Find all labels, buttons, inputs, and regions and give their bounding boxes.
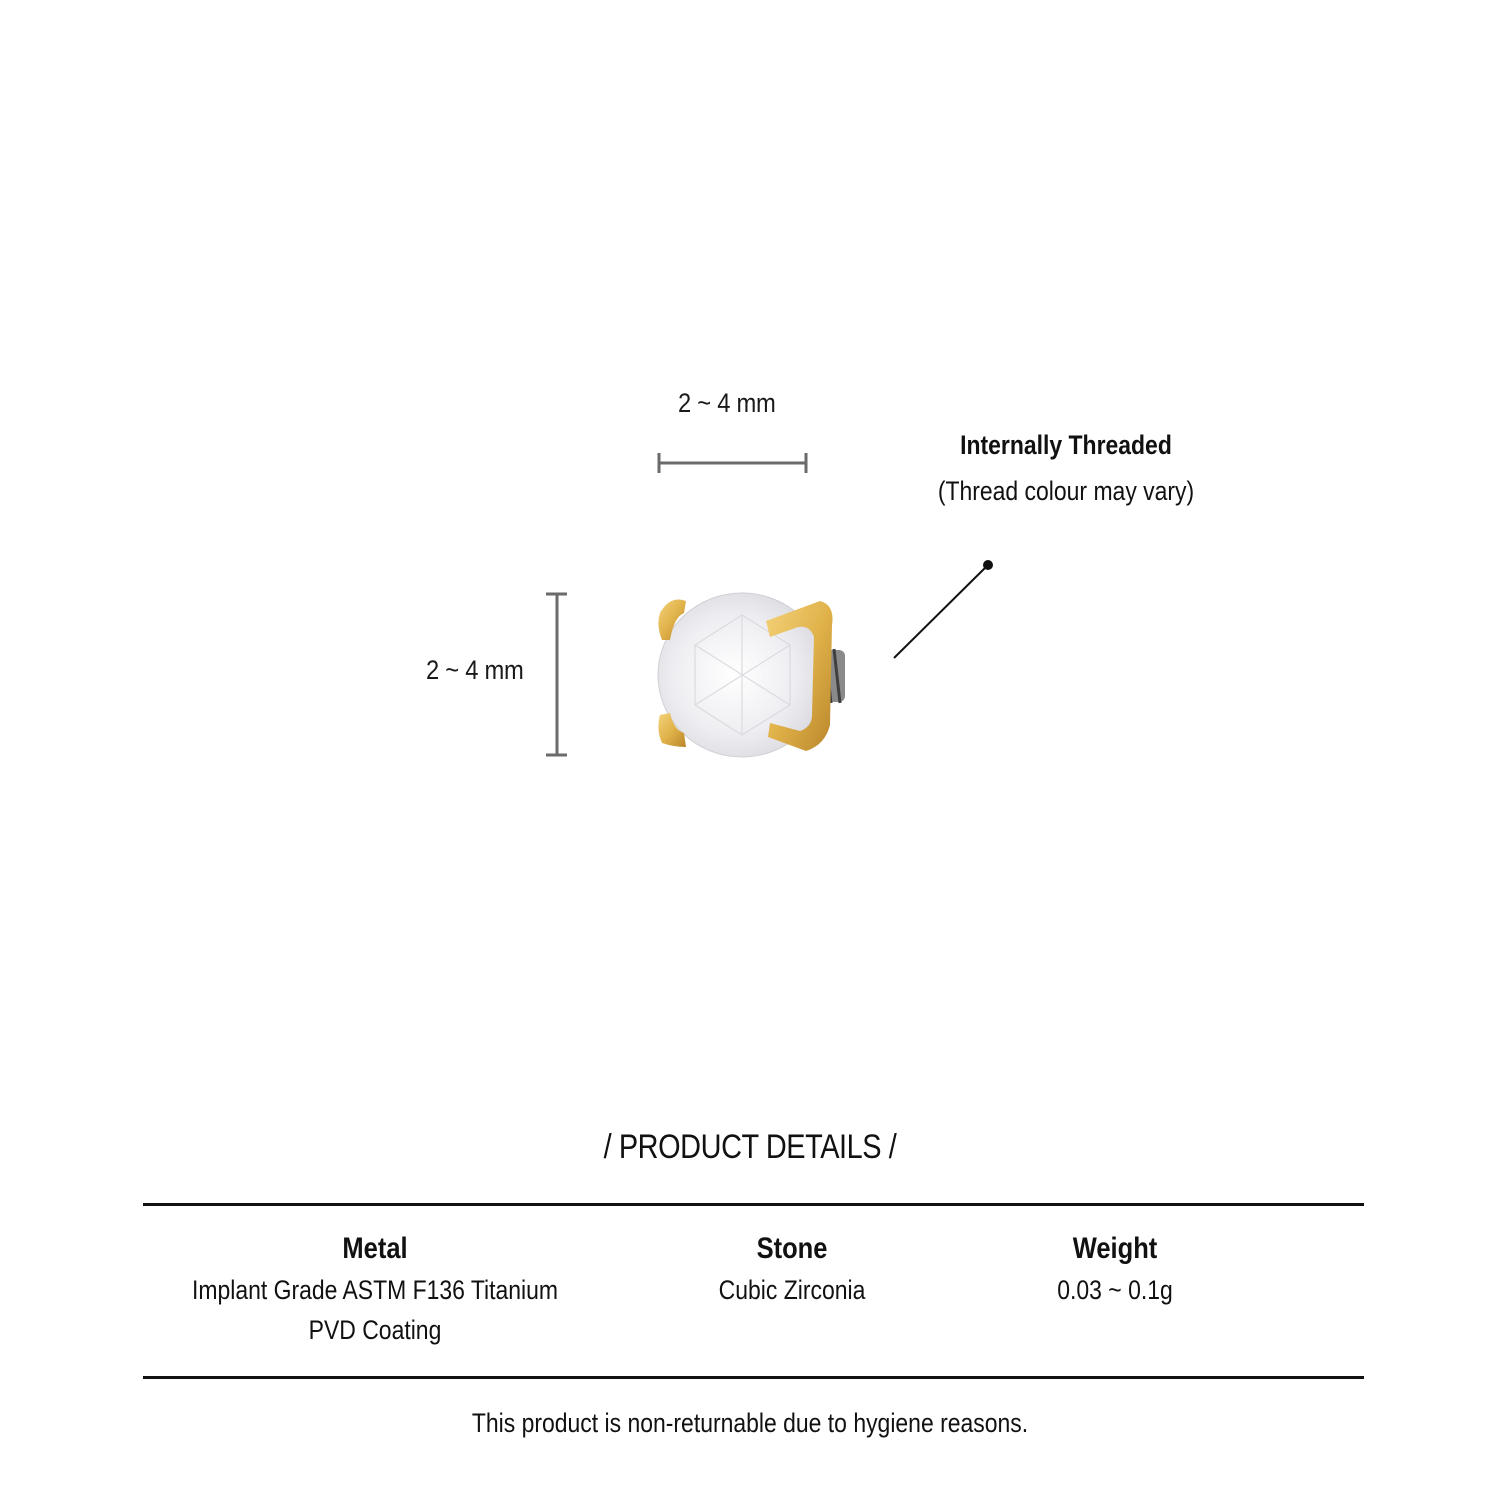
section-title: / PRODUCT DETAILS / [603, 1128, 897, 1166]
height-dimension-line [544, 590, 570, 760]
stone-heading: Stone [756, 1232, 828, 1265]
width-dimension-label: 2 ~ 4 mm [678, 388, 776, 418]
callout-leader-line [888, 558, 996, 664]
detail-column-stone [592, 1232, 992, 1310]
weight-heading: Weight [1072, 1232, 1158, 1265]
bottom-divider [143, 1376, 1364, 1379]
detail-column-weight [965, 1232, 1265, 1310]
metal-value-2: PVD Coating [308, 1315, 442, 1345]
top-divider [143, 1203, 1364, 1206]
metal-value-1: Implant Grade ASTM F136 Titanium [191, 1275, 559, 1305]
height-dimension-label: 2 ~ 4 mm [426, 655, 524, 685]
callout-subtitle: (Thread colour may vary) [937, 476, 1195, 506]
product-image [640, 585, 860, 765]
width-dimension-line [655, 450, 811, 476]
callout-title: Internally Threaded [960, 430, 1172, 460]
metal-heading: Metal [342, 1232, 408, 1265]
return-policy-note: This product is non-returnable due to hygiene reasons. [471, 1408, 1029, 1438]
stone-value: Cubic Zirconia [718, 1275, 866, 1305]
detail-column-metal [125, 1232, 625, 1350]
weight-value: 0.03 ~ 0.1g [1057, 1275, 1173, 1305]
